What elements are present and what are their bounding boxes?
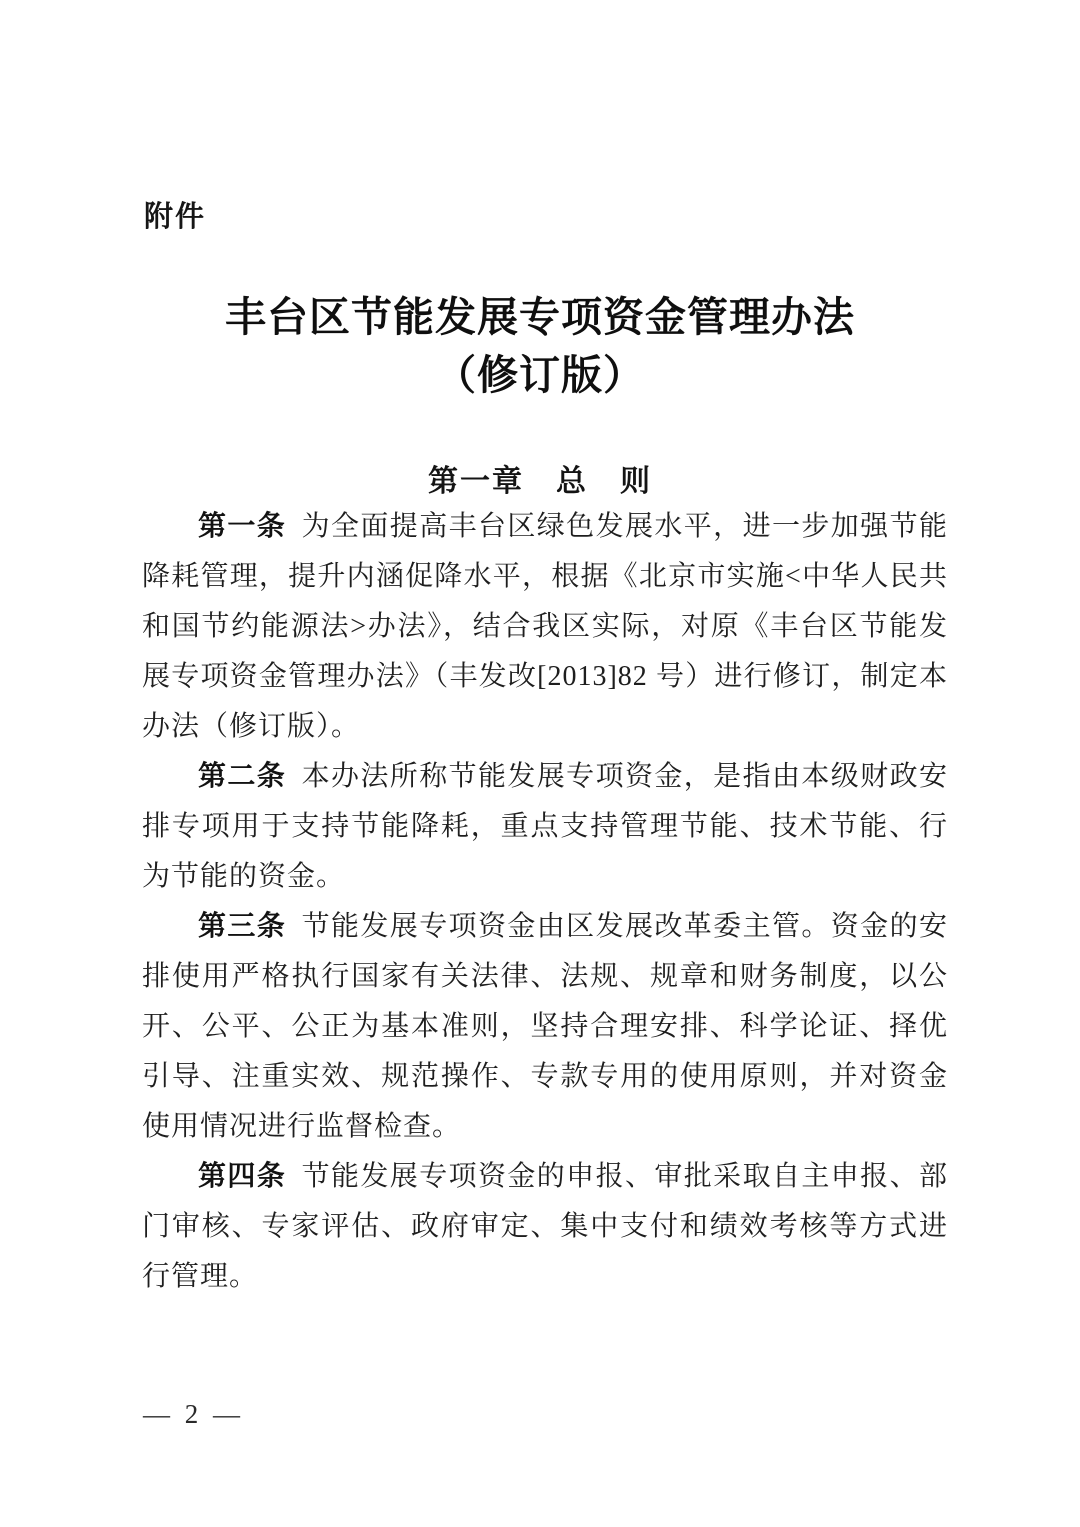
paragraph-article-2 xyxy=(142,752,948,902)
article-4-label: 第四条 xyxy=(198,1161,287,1192)
paragraph-article-4 xyxy=(142,1152,948,1302)
paragraph-article-1 xyxy=(142,502,948,752)
article-2-text: 本办法所称节能发展专项资金，是指由本级财政安排专项用于支持节能降耗，重点支持管理节能、技术节能、行为节能的资金。 xyxy=(142,761,948,892)
article-3-text: 节能发展专项资金由区发展改革委主管。资金的安排使用严格执行国家有关法律、法规、规章和财务制度，以公开、公平、公正为基本准则，坚持合理安排、科学论证、择优引导、注重实效、规范操作、专款专用的使用原则，并对资金使用情况进行监督检查。 xyxy=(142,911,948,1142)
article-4-text: 节能发展专项资金的申报、审批采取自主申报、部门审核、专家评估、政府审定、集中支付和绩效考核等方式进行管理。 xyxy=(142,1161,948,1292)
document-title xyxy=(0,288,1080,404)
paragraph-article-3 xyxy=(142,902,948,1152)
document-body xyxy=(142,502,948,1302)
article-3-label: 第三条 xyxy=(198,911,287,942)
document-title-line2: （修订版） xyxy=(435,352,645,398)
article-1-label: 第一条 xyxy=(198,511,287,542)
article-1-text: 为全面提高丰台区绿色发展水平，进一步加强节能降耗管理，提升内涵促降水平，根据《北京市实施<中华人民共和国节约能源法>办法》，结合我区实际，对原《丰台区节能发展专项资金管理办法》（丰发改[2013]82 号）进行修订，制定本办法（修订版）。 xyxy=(142,511,948,742)
page-number: — 2 — xyxy=(143,1399,244,1429)
attachment-label: 附件 xyxy=(144,201,207,233)
document-title-line1: 丰台区节能发展专项资金管理办法 xyxy=(225,294,855,340)
chapter-heading: 第一章 总 则 xyxy=(428,465,652,498)
article-2-label: 第二条 xyxy=(198,761,287,792)
